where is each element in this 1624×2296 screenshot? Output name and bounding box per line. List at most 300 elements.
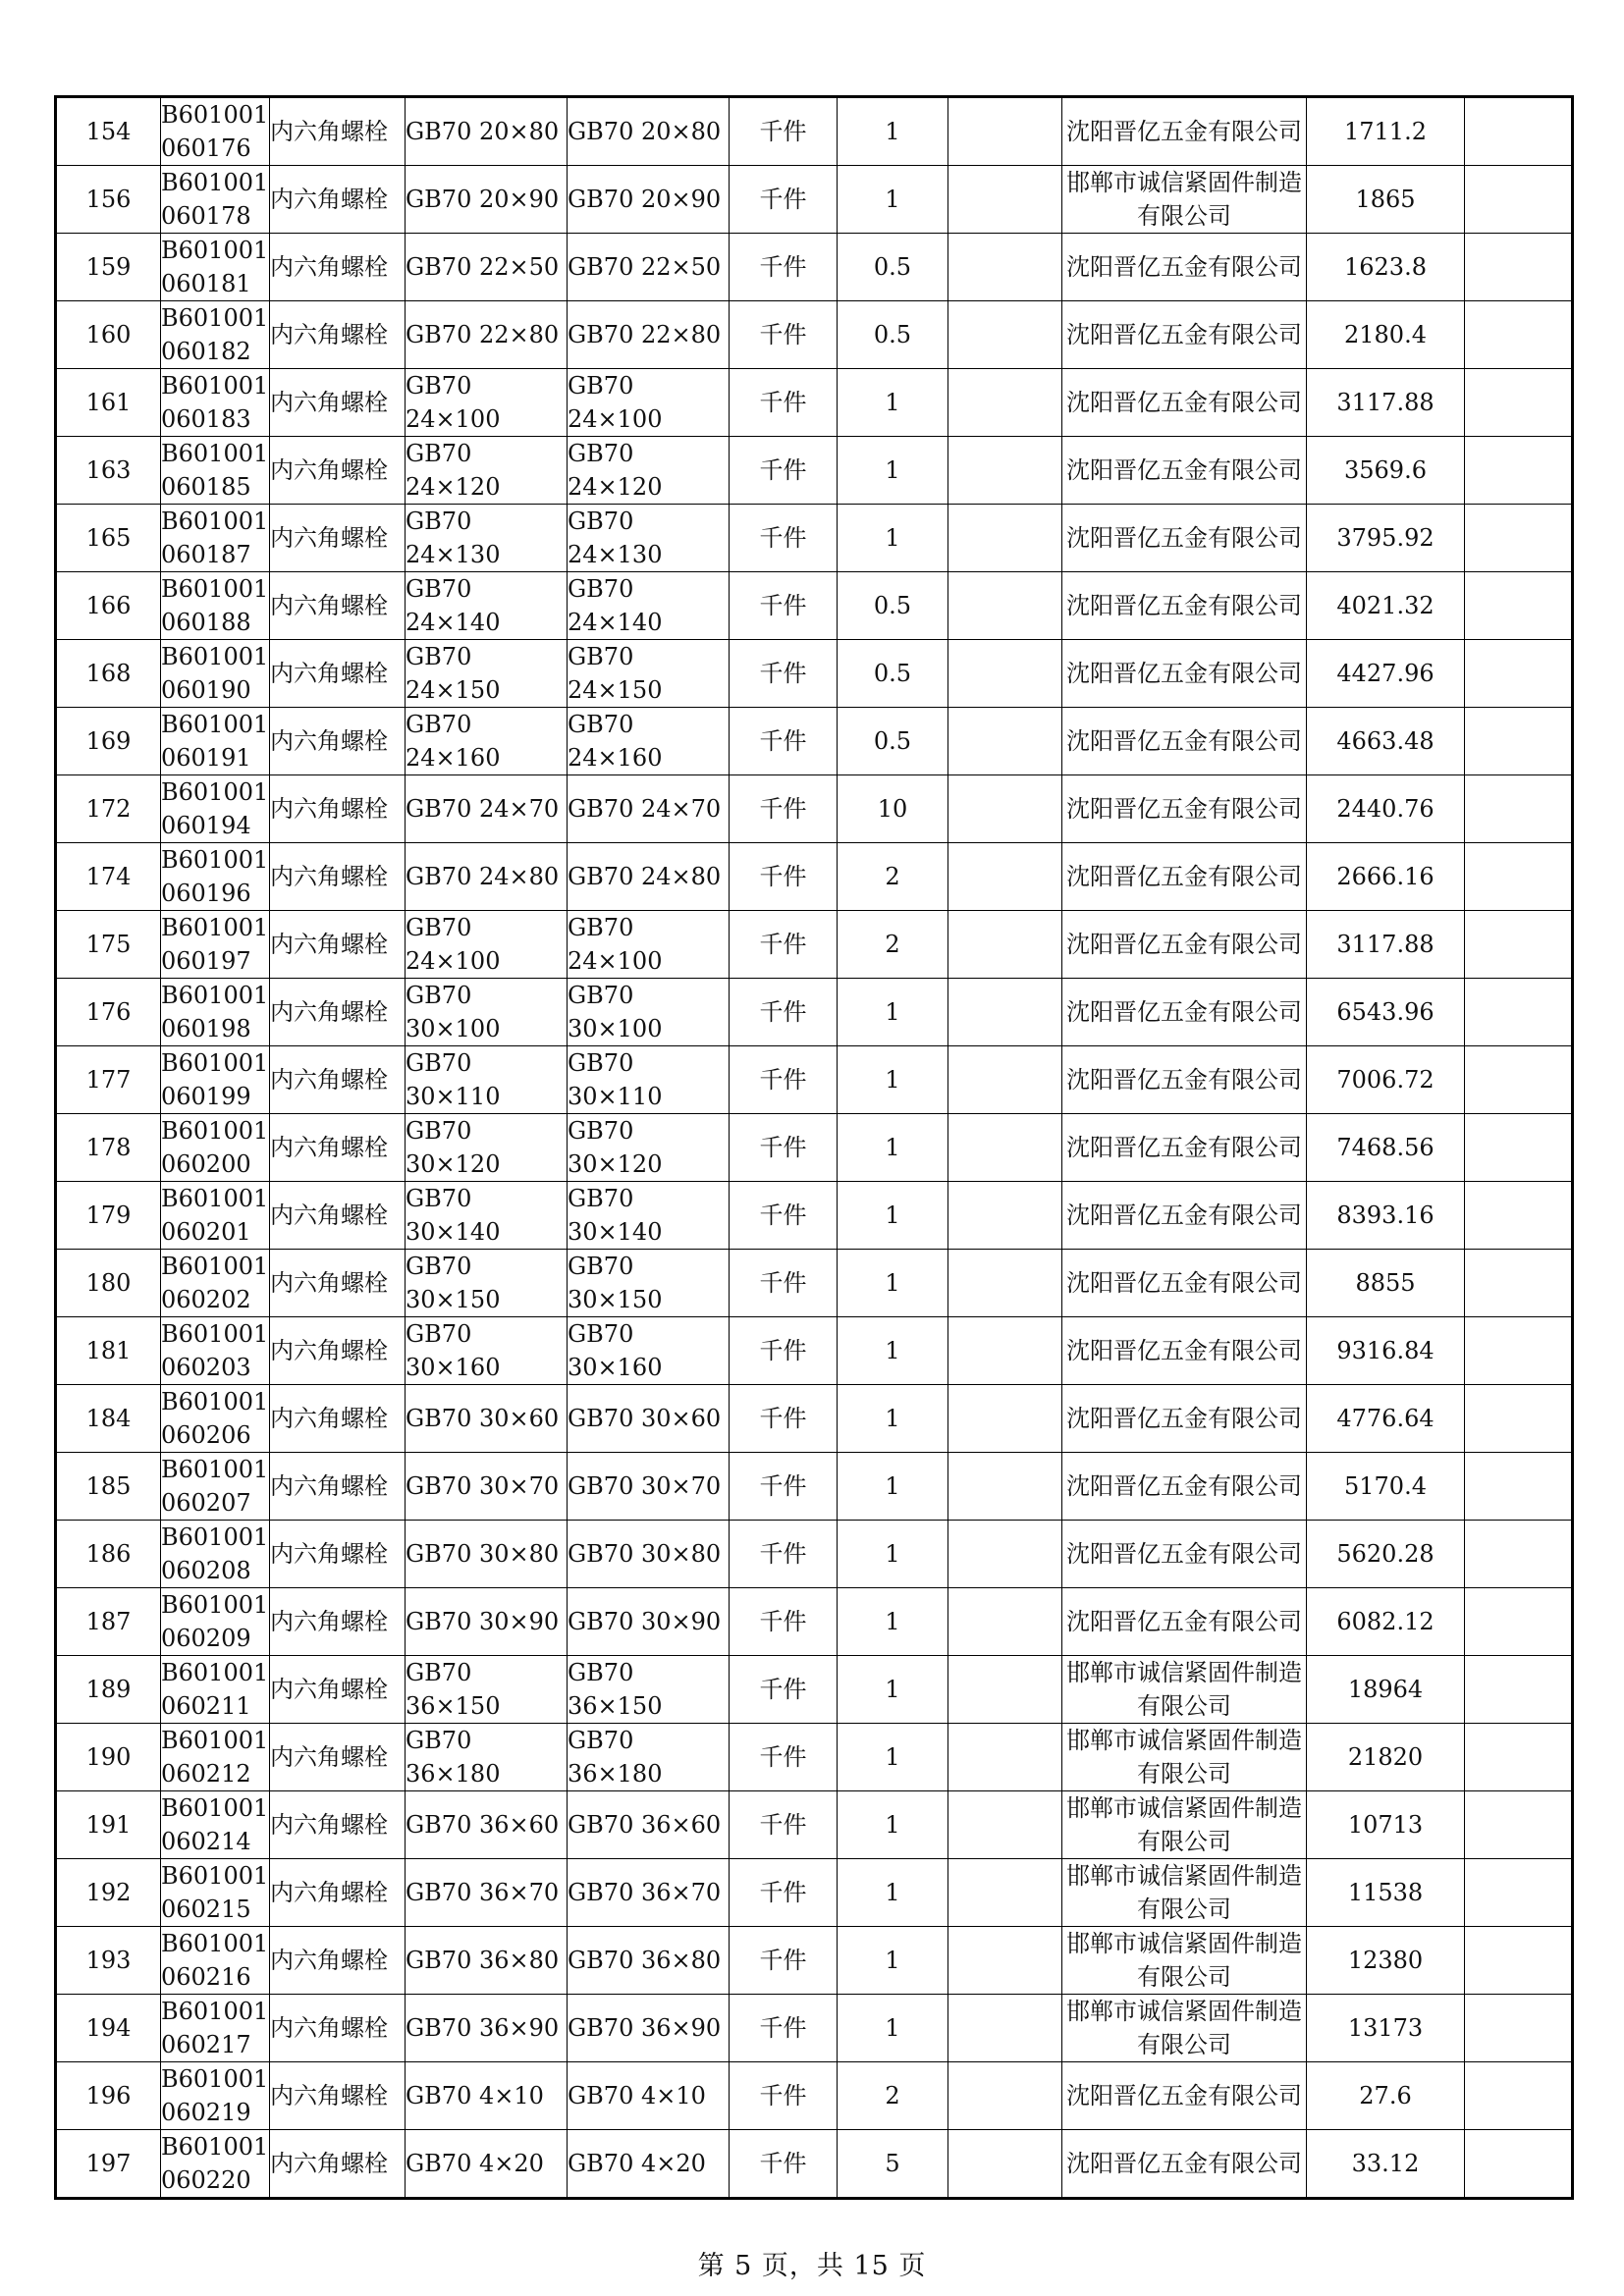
material-name-cell: 内六角螺栓 xyxy=(270,505,406,572)
table-row xyxy=(56,166,1573,234)
specification-cell: GB70 24×80 xyxy=(406,843,568,911)
row-number-cell: 191 xyxy=(56,1791,161,1859)
unit-cell: 千件 xyxy=(730,97,838,166)
empty-cell-cell xyxy=(948,1182,1062,1250)
material-name-cell: 内六角螺栓 xyxy=(270,1927,406,1995)
unit-price-cell: 7006.72 xyxy=(1307,1046,1465,1114)
model-cell: GB70 30×80 xyxy=(568,1521,730,1588)
quantity-cell: 1 xyxy=(838,1521,948,1588)
unit-price-cell: 33.12 xyxy=(1307,2130,1465,2199)
material-code-cell: B601001060182 xyxy=(161,301,270,369)
row-number-cell: 175 xyxy=(56,911,161,979)
table-row xyxy=(56,234,1573,301)
unit-price-cell: 8393.16 xyxy=(1307,1182,1465,1250)
material-code-cell: B601001060215 xyxy=(161,1859,270,1927)
empty-cell-cell xyxy=(948,369,1062,437)
remark-cell xyxy=(1465,1182,1573,1250)
table-row xyxy=(56,437,1573,505)
model-cell: GB70 30×110 xyxy=(568,1046,730,1114)
specification-cell: GB70 30×120 xyxy=(406,1114,568,1182)
specification-cell: GB70 36×60 xyxy=(406,1791,568,1859)
model-cell: GB70 24×100 xyxy=(568,369,730,437)
supplier-cell: 沈阳晋亿五金有限公司 xyxy=(1062,1046,1307,1114)
model-cell: GB70 24×80 xyxy=(568,843,730,911)
unit-price-cell: 2440.76 xyxy=(1307,775,1465,843)
table-row xyxy=(56,911,1573,979)
row-number-cell: 190 xyxy=(56,1724,161,1791)
material-code-cell: B601001060188 xyxy=(161,572,270,640)
supplier-cell: 沈阳晋亿五金有限公司 xyxy=(1062,843,1307,911)
material-name-cell: 内六角螺栓 xyxy=(270,775,406,843)
unit-price-cell: 18964 xyxy=(1307,1656,1465,1724)
model-cell: GB70 20×90 xyxy=(568,166,730,234)
empty-cell-cell xyxy=(948,979,1062,1046)
specification-cell: GB70 24×70 xyxy=(406,775,568,843)
quantity-cell: 1 xyxy=(838,1927,948,1995)
quantity-cell: 1 xyxy=(838,1114,948,1182)
row-number-cell: 185 xyxy=(56,1453,161,1521)
empty-cell-cell xyxy=(948,1724,1062,1791)
specification-cell: GB70 4×20 xyxy=(406,2130,568,2199)
row-number-cell: 165 xyxy=(56,505,161,572)
empty-cell-cell xyxy=(948,1385,1062,1453)
supplier-cell: 沈阳晋亿五金有限公司 xyxy=(1062,708,1307,775)
unit-price-cell: 7468.56 xyxy=(1307,1114,1465,1182)
empty-cell-cell xyxy=(948,843,1062,911)
specification-cell: GB70 24×100 xyxy=(406,369,568,437)
specification-cell: GB70 36×70 xyxy=(406,1859,568,1927)
unit-cell: 千件 xyxy=(730,1114,838,1182)
remark-cell xyxy=(1465,505,1573,572)
model-cell: GB70 24×70 xyxy=(568,775,730,843)
unit-cell: 千件 xyxy=(730,1182,838,1250)
quantity-cell: 1 xyxy=(838,1859,948,1927)
material-code-cell: B601001060201 xyxy=(161,1182,270,1250)
empty-cell-cell xyxy=(948,437,1062,505)
row-number-cell: 168 xyxy=(56,640,161,708)
quantity-cell: 5 xyxy=(838,2130,948,2199)
remark-cell xyxy=(1465,2062,1573,2130)
material-code-cell: B601001060203 xyxy=(161,1317,270,1385)
material-name-cell: 内六角螺栓 xyxy=(270,1656,406,1724)
row-number-cell: 163 xyxy=(56,437,161,505)
model-cell: GB70 20×80 xyxy=(568,97,730,166)
table-row xyxy=(56,2062,1573,2130)
remark-cell xyxy=(1465,2130,1573,2199)
row-number-cell: 178 xyxy=(56,1114,161,1182)
material-name-cell: 内六角螺栓 xyxy=(270,1995,406,2062)
material-name-cell: 内六角螺栓 xyxy=(270,911,406,979)
unit-price-cell: 27.6 xyxy=(1307,2062,1465,2130)
row-number-cell: 192 xyxy=(56,1859,161,1927)
material-code-cell: B601001060212 xyxy=(161,1724,270,1791)
row-number-cell: 154 xyxy=(56,97,161,166)
model-cell: GB70 24×150 xyxy=(568,640,730,708)
supplier-cell: 沈阳晋亿五金有限公司 xyxy=(1062,234,1307,301)
quantity-cell: 1 xyxy=(838,1453,948,1521)
quantity-cell: 1 xyxy=(838,97,948,166)
supplier-cell: 邯郸市诚信紧固件制造有限公司 xyxy=(1062,1724,1307,1791)
material-name-cell: 内六角螺栓 xyxy=(270,1791,406,1859)
table-row xyxy=(56,843,1573,911)
material-code-cell: B601001060181 xyxy=(161,234,270,301)
quantity-cell: 1 xyxy=(838,1995,948,2062)
material-code-cell: B601001060211 xyxy=(161,1656,270,1724)
material-code-cell: B601001060200 xyxy=(161,1114,270,1182)
specification-cell: GB70 30×100 xyxy=(406,979,568,1046)
material-name-cell: 内六角螺栓 xyxy=(270,708,406,775)
unit-cell: 千件 xyxy=(730,2062,838,2130)
row-number-cell: 193 xyxy=(56,1927,161,1995)
material-code-cell: B601001060216 xyxy=(161,1927,270,1995)
model-cell: GB70 24×120 xyxy=(568,437,730,505)
material-name-cell: 内六角螺栓 xyxy=(270,1114,406,1182)
quantity-cell: 1 xyxy=(838,166,948,234)
table-row xyxy=(56,1453,1573,1521)
material-name-cell: 内六角螺栓 xyxy=(270,1453,406,1521)
table-row xyxy=(56,979,1573,1046)
table-row xyxy=(56,640,1573,708)
quantity-cell: 2 xyxy=(838,2062,948,2130)
model-cell: GB70 30×90 xyxy=(568,1588,730,1656)
quantity-cell: 0.5 xyxy=(838,234,948,301)
material-name-cell: 内六角螺栓 xyxy=(270,2130,406,2199)
unit-cell: 千件 xyxy=(730,437,838,505)
remark-cell xyxy=(1465,1859,1573,1927)
material-code-cell: B601001060196 xyxy=(161,843,270,911)
unit-price-cell: 9316.84 xyxy=(1307,1317,1465,1385)
material-name-cell: 内六角螺栓 xyxy=(270,234,406,301)
row-number-cell: 189 xyxy=(56,1656,161,1724)
specification-cell: GB70 24×120 xyxy=(406,437,568,505)
quantity-cell: 1 xyxy=(838,1046,948,1114)
quantity-cell: 1 xyxy=(838,1656,948,1724)
remark-cell xyxy=(1465,1656,1573,1724)
remark-cell xyxy=(1465,1114,1573,1182)
row-number-cell: 160 xyxy=(56,301,161,369)
remark-cell xyxy=(1465,640,1573,708)
specification-cell: GB70 24×100 xyxy=(406,911,568,979)
unit-cell: 千件 xyxy=(730,1927,838,1995)
empty-cell-cell xyxy=(948,572,1062,640)
supplier-cell: 沈阳晋亿五金有限公司 xyxy=(1062,572,1307,640)
remark-cell xyxy=(1465,166,1573,234)
material-name-cell: 内六角螺栓 xyxy=(270,2062,406,2130)
table-row xyxy=(56,572,1573,640)
empty-cell-cell xyxy=(948,2130,1062,2199)
row-number-cell: 166 xyxy=(56,572,161,640)
material-name-cell: 内六角螺栓 xyxy=(270,979,406,1046)
empty-cell-cell xyxy=(948,301,1062,369)
supplier-cell: 沈阳晋亿五金有限公司 xyxy=(1062,1317,1307,1385)
quantity-cell: 1 xyxy=(838,1317,948,1385)
model-cell: GB70 30×70 xyxy=(568,1453,730,1521)
material-name-cell: 内六角螺栓 xyxy=(270,1724,406,1791)
material-code-cell: B601001060219 xyxy=(161,2062,270,2130)
unit-cell: 千件 xyxy=(730,1453,838,1521)
material-code-cell: B601001060178 xyxy=(161,166,270,234)
material-name-cell: 内六角螺栓 xyxy=(270,437,406,505)
remark-cell xyxy=(1465,301,1573,369)
remark-cell xyxy=(1465,843,1573,911)
model-cell: GB70 36×80 xyxy=(568,1927,730,1995)
empty-cell-cell xyxy=(948,1114,1062,1182)
material-code-cell: B601001060187 xyxy=(161,505,270,572)
remark-cell xyxy=(1465,1724,1573,1791)
unit-price-cell: 11538 xyxy=(1307,1859,1465,1927)
material-code-cell: B601001060207 xyxy=(161,1453,270,1521)
material-code-cell: B601001060209 xyxy=(161,1588,270,1656)
remark-cell xyxy=(1465,1250,1573,1317)
quantity-cell: 1 xyxy=(838,369,948,437)
empty-cell-cell xyxy=(948,1317,1062,1385)
model-cell: GB70 30×100 xyxy=(568,979,730,1046)
quantity-cell: 1 xyxy=(838,1182,948,1250)
unit-cell: 千件 xyxy=(730,1521,838,1588)
model-cell: GB70 30×150 xyxy=(568,1250,730,1317)
quantity-cell: 1 xyxy=(838,437,948,505)
quantity-cell: 1 xyxy=(838,1385,948,1453)
material-name-cell: 内六角螺栓 xyxy=(270,640,406,708)
remark-cell xyxy=(1465,1995,1573,2062)
unit-cell: 千件 xyxy=(730,1046,838,1114)
specification-cell: GB70 36×90 xyxy=(406,1995,568,2062)
material-name-cell: 内六角螺栓 xyxy=(270,301,406,369)
row-number-cell: 180 xyxy=(56,1250,161,1317)
row-number-cell: 176 xyxy=(56,979,161,1046)
material-name-cell: 内六角螺栓 xyxy=(270,1182,406,1250)
quantity-cell: 1 xyxy=(838,979,948,1046)
unit-cell: 千件 xyxy=(730,234,838,301)
unit-cell: 千件 xyxy=(730,1317,838,1385)
supplier-cell: 沈阳晋亿五金有限公司 xyxy=(1062,369,1307,437)
model-cell: GB70 30×60 xyxy=(568,1385,730,1453)
material-code-cell: B601001060214 xyxy=(161,1791,270,1859)
empty-cell-cell xyxy=(948,1656,1062,1724)
material-code-cell: B601001060206 xyxy=(161,1385,270,1453)
table-row xyxy=(56,1995,1573,2062)
material-code-cell: B601001060191 xyxy=(161,708,270,775)
unit-price-cell: 5170.4 xyxy=(1307,1453,1465,1521)
material-code-cell: B601001060190 xyxy=(161,640,270,708)
table-row xyxy=(56,1114,1573,1182)
remark-cell xyxy=(1465,775,1573,843)
table-row xyxy=(56,1046,1573,1114)
row-number-cell: 179 xyxy=(56,1182,161,1250)
supplier-cell: 邯郸市诚信紧固件制造有限公司 xyxy=(1062,1791,1307,1859)
remark-cell xyxy=(1465,234,1573,301)
table-row xyxy=(56,1385,1573,1453)
quantity-cell: 1 xyxy=(838,505,948,572)
empty-cell-cell xyxy=(948,1046,1062,1114)
quantity-cell: 1 xyxy=(838,1791,948,1859)
empty-cell-cell xyxy=(948,234,1062,301)
unit-price-cell: 5620.28 xyxy=(1307,1521,1465,1588)
specification-cell: GB70 24×150 xyxy=(406,640,568,708)
model-cell: GB70 36×180 xyxy=(568,1724,730,1791)
unit-cell: 千件 xyxy=(730,1250,838,1317)
model-cell: GB70 24×130 xyxy=(568,505,730,572)
table-row xyxy=(56,775,1573,843)
empty-cell-cell xyxy=(948,1927,1062,1995)
unit-cell: 千件 xyxy=(730,1995,838,2062)
table-row xyxy=(56,708,1573,775)
quantity-cell: 2 xyxy=(838,911,948,979)
table-row xyxy=(56,1182,1573,1250)
supplier-cell: 邯郸市诚信紧固件制造有限公司 xyxy=(1062,1927,1307,1995)
material-code-cell: B601001060217 xyxy=(161,1995,270,2062)
empty-cell-cell xyxy=(948,97,1062,166)
quantity-cell: 10 xyxy=(838,775,948,843)
row-number-cell: 184 xyxy=(56,1385,161,1453)
row-number-cell: 172 xyxy=(56,775,161,843)
specification-cell: GB70 30×70 xyxy=(406,1453,568,1521)
remark-cell xyxy=(1465,1588,1573,1656)
table-row xyxy=(56,301,1573,369)
row-number-cell: 159 xyxy=(56,234,161,301)
unit-cell: 千件 xyxy=(730,301,838,369)
model-cell: GB70 22×50 xyxy=(568,234,730,301)
model-cell: GB70 24×100 xyxy=(568,911,730,979)
unit-price-cell: 21820 xyxy=(1307,1724,1465,1791)
model-cell: GB70 30×160 xyxy=(568,1317,730,1385)
material-name-cell: 内六角螺栓 xyxy=(270,1385,406,1453)
row-number-cell: 196 xyxy=(56,2062,161,2130)
unit-price-cell: 4776.64 xyxy=(1307,1385,1465,1453)
supplier-cell: 沈阳晋亿五金有限公司 xyxy=(1062,97,1307,166)
unit-price-cell: 3117.88 xyxy=(1307,369,1465,437)
empty-cell-cell xyxy=(948,2062,1062,2130)
price-table xyxy=(54,95,1574,2200)
specification-cell: GB70 24×130 xyxy=(406,505,568,572)
unit-price-cell: 10713 xyxy=(1307,1791,1465,1859)
remark-cell xyxy=(1465,369,1573,437)
remark-cell xyxy=(1465,97,1573,166)
supplier-cell: 沈阳晋亿五金有限公司 xyxy=(1062,301,1307,369)
unit-cell: 千件 xyxy=(730,640,838,708)
table-row xyxy=(56,1724,1573,1791)
row-number-cell: 187 xyxy=(56,1588,161,1656)
material-name-cell: 内六角螺栓 xyxy=(270,1521,406,1588)
empty-cell-cell xyxy=(948,911,1062,979)
empty-cell-cell xyxy=(948,1250,1062,1317)
specification-cell: GB70 30×160 xyxy=(406,1317,568,1385)
specification-cell: GB70 22×50 xyxy=(406,234,568,301)
supplier-cell: 沈阳晋亿五金有限公司 xyxy=(1062,640,1307,708)
remark-cell xyxy=(1465,708,1573,775)
unit-price-cell: 3569.6 xyxy=(1307,437,1465,505)
empty-cell-cell xyxy=(948,1588,1062,1656)
model-cell: GB70 4×10 xyxy=(568,2062,730,2130)
specification-cell: GB70 30×90 xyxy=(406,1588,568,1656)
supplier-cell: 沈阳晋亿五金有限公司 xyxy=(1062,1521,1307,1588)
row-number-cell: 194 xyxy=(56,1995,161,2062)
unit-cell: 千件 xyxy=(730,369,838,437)
supplier-cell: 邯郸市诚信紧固件制造有限公司 xyxy=(1062,1859,1307,1927)
table-row xyxy=(56,369,1573,437)
supplier-cell: 沈阳晋亿五金有限公司 xyxy=(1062,911,1307,979)
unit-price-cell: 1623.8 xyxy=(1307,234,1465,301)
material-code-cell: B601001060194 xyxy=(161,775,270,843)
supplier-cell: 邯郸市诚信紧固件制造有限公司 xyxy=(1062,1995,1307,2062)
specification-cell: GB70 30×110 xyxy=(406,1046,568,1114)
supplier-cell: 沈阳晋亿五金有限公司 xyxy=(1062,1250,1307,1317)
supplier-cell: 沈阳晋亿五金有限公司 xyxy=(1062,1385,1307,1453)
empty-cell-cell xyxy=(948,1453,1062,1521)
remark-cell xyxy=(1465,572,1573,640)
material-code-cell: B601001060198 xyxy=(161,979,270,1046)
specification-cell: GB70 24×140 xyxy=(406,572,568,640)
specification-cell: GB70 4×10 xyxy=(406,2062,568,2130)
specification-cell: GB70 36×150 xyxy=(406,1656,568,1724)
specification-cell: GB70 36×80 xyxy=(406,1927,568,1995)
remark-cell xyxy=(1465,1046,1573,1114)
table-row xyxy=(56,1250,1573,1317)
empty-cell-cell xyxy=(948,1995,1062,2062)
row-number-cell: 156 xyxy=(56,166,161,234)
model-cell: GB70 36×60 xyxy=(568,1791,730,1859)
row-number-cell: 169 xyxy=(56,708,161,775)
material-name-cell: 内六角螺栓 xyxy=(270,1046,406,1114)
empty-cell-cell xyxy=(948,775,1062,843)
supplier-cell: 沈阳晋亿五金有限公司 xyxy=(1062,1588,1307,1656)
specification-cell: GB70 20×90 xyxy=(406,166,568,234)
row-number-cell: 186 xyxy=(56,1521,161,1588)
remark-cell xyxy=(1465,911,1573,979)
model-cell: GB70 4×20 xyxy=(568,2130,730,2199)
material-name-cell: 内六角螺栓 xyxy=(270,1588,406,1656)
empty-cell-cell xyxy=(948,166,1062,234)
quantity-cell: 2 xyxy=(838,843,948,911)
material-name-cell: 内六角螺栓 xyxy=(270,166,406,234)
remark-cell xyxy=(1465,1791,1573,1859)
quantity-cell: 0.5 xyxy=(838,640,948,708)
material-code-cell: B601001060176 xyxy=(161,97,270,166)
unit-cell: 千件 xyxy=(730,572,838,640)
supplier-cell: 沈阳晋亿五金有限公司 xyxy=(1062,1182,1307,1250)
unit-price-cell: 2666.16 xyxy=(1307,843,1465,911)
unit-cell: 千件 xyxy=(730,775,838,843)
material-code-cell: B601001060202 xyxy=(161,1250,270,1317)
table-row xyxy=(56,1656,1573,1724)
quantity-cell: 0.5 xyxy=(838,301,948,369)
table-row xyxy=(56,97,1573,166)
unit-price-cell: 8855 xyxy=(1307,1250,1465,1317)
table-row xyxy=(56,1521,1573,1588)
empty-cell-cell xyxy=(948,1521,1062,1588)
material-name-cell: 内六角螺栓 xyxy=(270,97,406,166)
material-code-cell: B601001060199 xyxy=(161,1046,270,1114)
supplier-cell: 沈阳晋亿五金有限公司 xyxy=(1062,979,1307,1046)
model-cell: GB70 36×70 xyxy=(568,1859,730,1927)
unit-cell: 千件 xyxy=(730,1656,838,1724)
quantity-cell: 0.5 xyxy=(838,708,948,775)
row-number-cell: 161 xyxy=(56,369,161,437)
material-name-cell: 内六角螺栓 xyxy=(270,1250,406,1317)
row-number-cell: 174 xyxy=(56,843,161,911)
material-code-cell: B601001060197 xyxy=(161,911,270,979)
model-cell: GB70 24×160 xyxy=(568,708,730,775)
unit-price-cell: 3117.88 xyxy=(1307,911,1465,979)
unit-cell: 千件 xyxy=(730,2130,838,2199)
table-row xyxy=(56,1791,1573,1859)
unit-price-cell: 6543.96 xyxy=(1307,979,1465,1046)
table-row xyxy=(56,1927,1573,1995)
model-cell: GB70 36×90 xyxy=(568,1995,730,2062)
unit-cell: 千件 xyxy=(730,911,838,979)
unit-cell: 千件 xyxy=(730,843,838,911)
empty-cell-cell xyxy=(948,505,1062,572)
